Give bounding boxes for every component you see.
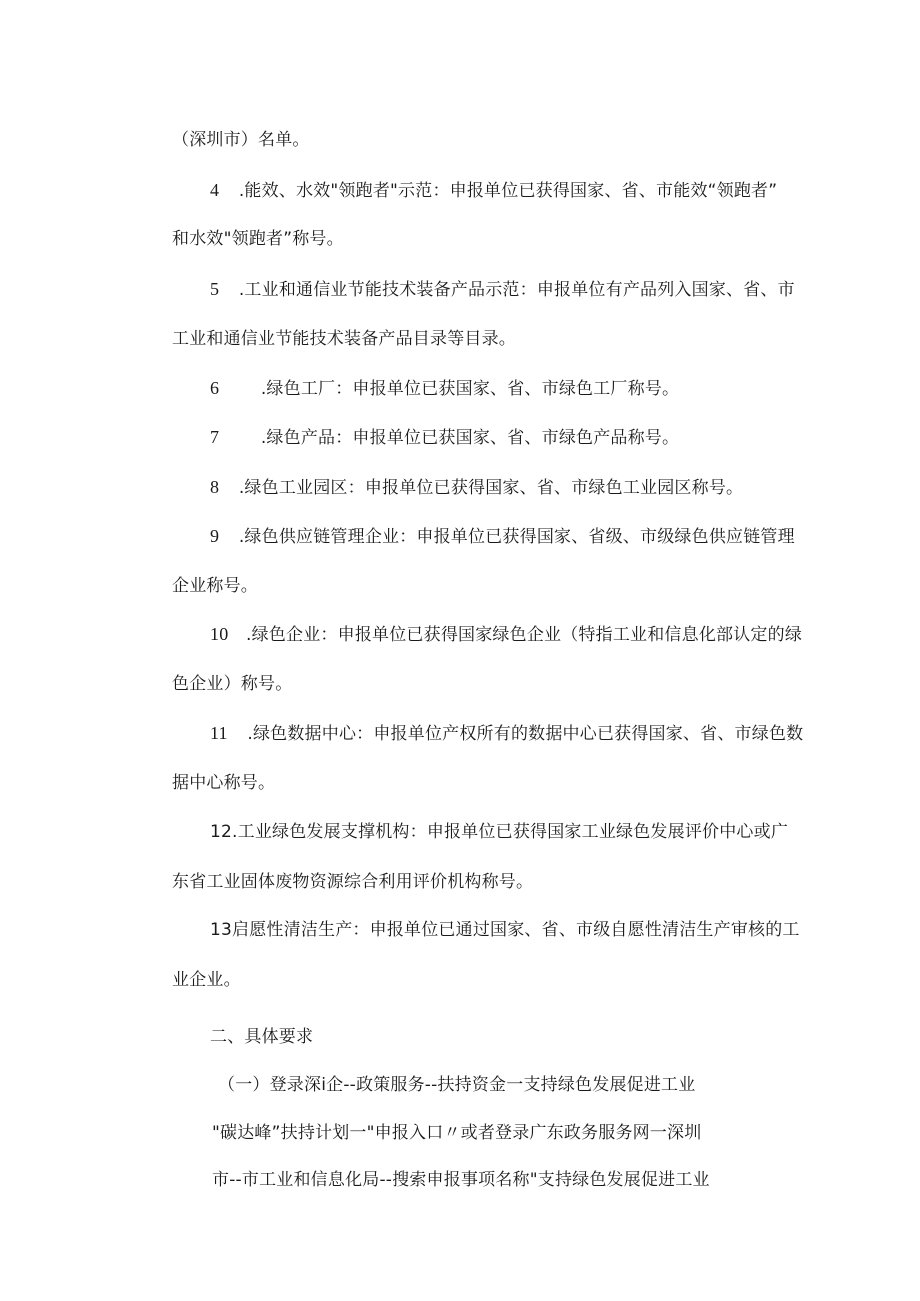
line-text: .工业和通信业节能技术装备产品示范：申报单位有产品列入国家、省、市	[238, 280, 795, 300]
list-number: 7	[210, 427, 220, 447]
list-item-5	[210, 277, 795, 302]
line-text: .绿色工厂：申报单位已获国家、省、市绿色工厂称号。	[260, 379, 680, 399]
line-text: .绿色数据中心：申报单位产权所有的数据中心已获得国家、省、市绿色数	[247, 724, 804, 744]
line-text: 色企业）称号。	[172, 674, 293, 694]
line-text: 13启愿性清洁生产：申报单位已通过国家、省、市级自愿性清洁生产审核的工	[210, 920, 800, 940]
text-line	[212, 1121, 701, 1145]
list-number: 11	[210, 723, 228, 743]
text-line	[172, 968, 241, 992]
text-line	[172, 672, 292, 696]
line-text: 企业称号。	[172, 576, 258, 596]
list-number: 10	[210, 624, 229, 644]
line-text: 业企业。	[172, 970, 241, 990]
text-line	[172, 771, 275, 795]
line-text: 12.工业绿色发展支撑机构：申报单位已获得国家工业绿色发展评价中心或广	[210, 822, 789, 842]
line-text: 据中心称号。	[172, 773, 276, 793]
list-item-10	[210, 622, 802, 647]
list-item-11	[210, 721, 803, 746]
text-line	[172, 870, 533, 894]
text-line	[212, 1168, 710, 1192]
line-text: 工业和通信业节能技术装备产品目录等目录。	[172, 329, 516, 349]
line-text: 东省工业固体废物资源综合利用评价机构称号。	[172, 872, 534, 892]
list-item-7	[210, 425, 679, 450]
text-line	[172, 574, 258, 598]
list-item-9	[210, 524, 795, 549]
list-item-4	[210, 178, 777, 203]
list-number: 5	[210, 279, 220, 299]
line-text: （深圳市）名单。	[172, 130, 310, 150]
text-line	[172, 227, 344, 251]
list-number: 4	[210, 180, 220, 200]
list-item-8	[210, 475, 743, 500]
line-text: .能效、水效"领跑者"示范：申报单位已获得国家、省、市能效“领跑者”	[238, 181, 778, 201]
list-item-13	[210, 918, 800, 942]
list-item-6	[210, 376, 679, 401]
line-text: .绿色企业：申报单位已获得国家绿色企业（特指工业和信息化部认定的绿	[246, 625, 803, 645]
section-heading	[210, 1025, 313, 1049]
text-line	[172, 128, 310, 152]
line-text: （一）登录深i企--政策服务--扶持资金一支持绿色发展促进工业	[218, 1075, 696, 1095]
list-number: 6	[210, 378, 220, 398]
list-number: 8	[210, 477, 220, 497]
line-text: "碳达峰”扶持计划一"申报入口〃或者登录广东政务服务网一深圳	[212, 1123, 702, 1143]
line-text: .绿色供应链管理企业：申报单位已获得国家、省级、市级绿色供应链管理	[238, 527, 795, 547]
line-text: .绿色产品：申报单位已获国家、省、市绿色产品称号。	[260, 428, 680, 448]
line-text: 市--市工业和信息化局--搜索申报事项名称"支持绿色发展促进工业	[212, 1170, 710, 1190]
line-text: .绿色工业园区：申报单位已获得国家、省、市绿色工业园区称号。	[238, 478, 744, 498]
list-number: 9	[210, 526, 220, 546]
text-line	[218, 1073, 695, 1097]
list-item-12	[210, 820, 788, 844]
text-line	[172, 327, 516, 351]
line-text: 和水效"领跑者”称号。	[172, 229, 344, 249]
line-text: 二、具体要求	[210, 1027, 314, 1047]
